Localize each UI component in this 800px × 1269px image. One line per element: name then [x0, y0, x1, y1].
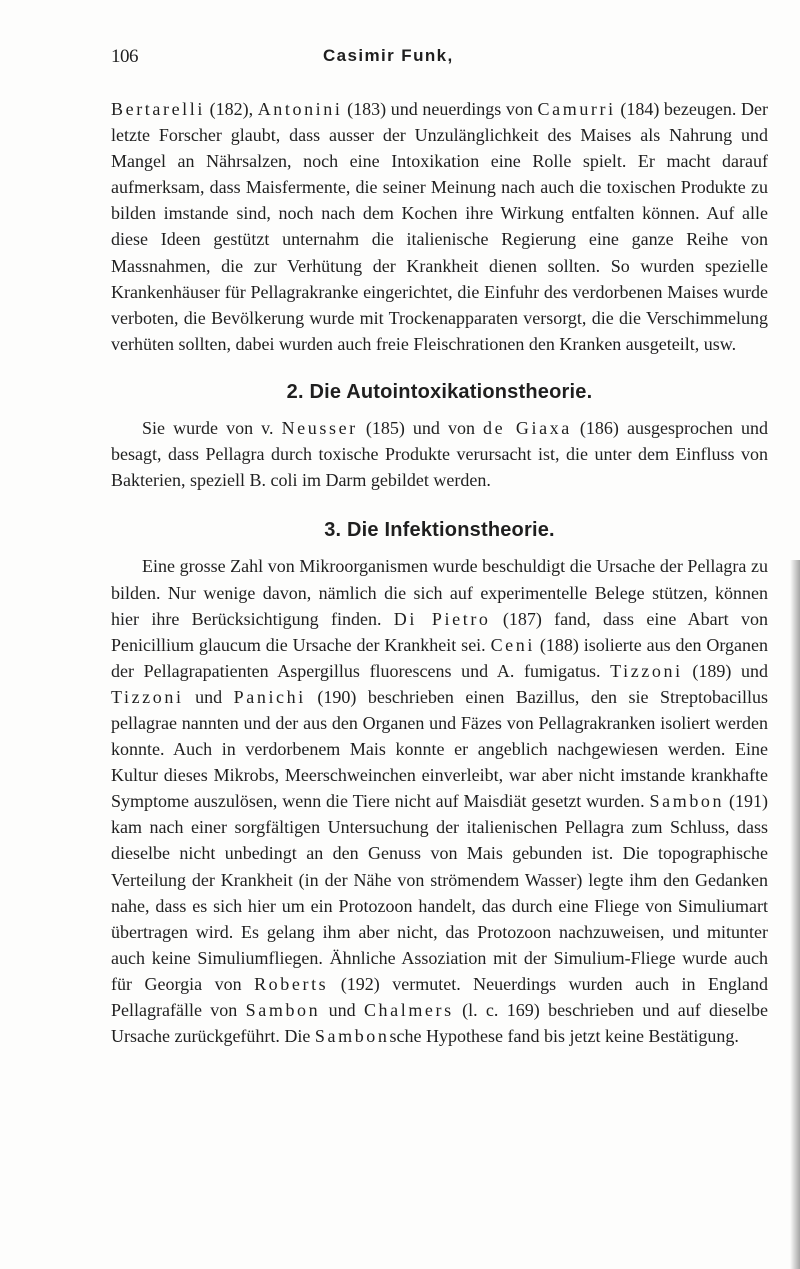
section-heading-autointoxikation: 2. Die Autointoxikationstheorie. [286, 380, 593, 403]
text-run: Camurri [537, 99, 616, 119]
text-run: sche Hypothese fand bis jetzt keine Bestätigung. [389, 1026, 739, 1047]
page-number: 106 [111, 46, 138, 67]
text-run: (191) kam nach einer sorgfältigen Untersuchung der italienischen Pellagra zum Schluss, dass dieselbe nicht unbedingt an den Genuss von Mais gebunden ist. Die topographische Verteilung der Krankheit (in der Nähe von strömendem Wasser) legte ihm den Gedanken nahe, dass es sich hier um ein Protozoon handelt, das durch eine Fliege von Simuliumart übertragen wird. Es gelang ihm aber nicht, das Protozoon nachzuweisen, und mitunter auch keine Simuliumfliegen. Ähnliche Assoziation mit der Simulium-Fliege wurde auch für Georgia von [111, 791, 768, 994]
text-run: (184) bezeugen. Der letzte Forscher glaubt, dass ausser der Unzulänglichkeit des Maises als Nahrung und Mangel an Nährsalzen, noch eine Intoxikation eine Rolle spielt. Er macht darauf aufmerksam, dass Maisfermente, die seiner Meinung nach auch die toxischen Produkte zu bilden imstande sind, noch nach dem Kochen ihre Wirkung entfalten können. Auf alle diese Ideen gestützt unternahm die italienische Regierung eine ganze Reihe von Massnahmen, die zur Verhütung der Krankheit dienen sollten. So wurden spezielle Krankenhäuser für Pellagrakranke eingerichtet, die Einfuhr des verdorbenen Maises wurde verboten, die Bevölkerung wurde mit Trockenapparaten versorgt, die die Verschimmelung verhüten sollten, dabei wurden auch freie Fleischrationen den Kranken ausgeteilt, usw. [111, 99, 768, 354]
text-run: Roberts [254, 973, 329, 994]
text-run: Sambon [245, 1000, 321, 1020]
text-run: (l. c. 169) beschrieben und auf dieselbe Ursache zurückgeführt. Die [111, 1000, 769, 1047]
page-header [111, 46, 771, 76]
text-run: Eine grosse Zahl von Mikroorganismen wurde beschuldigt die Ursache der Pellagra zu bilden. Nur wenige davon, nämlich die sich auf experimentelle Belege stützen, können hier ihre Berücksichtigung finden. [111, 556, 768, 629]
text-run: Bertarelli [111, 99, 205, 119]
text-run: Sie wurde von v. [142, 418, 282, 439]
text-run: Sambon [314, 1026, 390, 1047]
text-run: Tizzoni [610, 660, 683, 681]
text-run: (189) und [682, 660, 768, 681]
text-run: (192) vermutet. Neuerdings wurden auch in England Pellagrafälle von [111, 973, 769, 1020]
text-run: Panichi [233, 686, 306, 707]
page-edge-shadow [790, 560, 800, 1269]
text-run: (183) und neuerdings von [342, 99, 538, 119]
text-run: (188) isolierte aus den Organen der Pellagrapatienten Aspergillus fluorescens und A. fumigatus. [111, 634, 768, 681]
text-run: (190) beschrieben einen Bazillus, den sie Streptobacillus pellagrae nannten und der aus den Organen und Fäzes von Pellagrakranken isoliert werden konnte. Auch in verdorbenem Mais konnte er angeblich nachgewiesen werden. Eine Kultur dieses Mikrobs, Meerschweinchen einverleibt, war aber nicht imstande krankhafte Symptome auszulösen, wenn die Tiere nicht auf Maisdiät gesetzt wurden. [111, 686, 769, 812]
text-run: Antonini [257, 99, 343, 119]
text-run: und [183, 686, 234, 707]
text-run: und [320, 1000, 364, 1020]
text-run: Di Pietro [393, 608, 491, 629]
text-run: (185) und von [357, 418, 484, 439]
text-run: (182), [204, 99, 258, 119]
text-run: Sambon [649, 791, 725, 812]
running-head: Casimir Funk, [323, 46, 454, 65]
text-run: Tizzoni [111, 686, 184, 707]
text-run: (187) fand, dass eine Abart von Penicillium glaucum die Ursache der Krankheit sei. [111, 608, 768, 655]
section-heading-infektion: 3. Die Infektionstheorie. [324, 519, 555, 542]
paragraph-infektion [111, 553, 768, 1049]
paragraph-intro [111, 96, 768, 357]
text-run: (186) ausgesprochen und besagt, dass Pellagra durch toxische Produkte verursacht ist, die unter dem Einfluss von Bakterien, speziell B. coli im Darm gebildet werden. [111, 418, 768, 491]
text-run: Neusser [281, 418, 358, 439]
page-body [111, 96, 768, 1049]
text-run: Ceni [490, 634, 535, 655]
paragraph-autointoxikation [111, 415, 768, 493]
text-run: de Giaxa [483, 418, 572, 439]
text-run: Chalmers [363, 1000, 454, 1020]
